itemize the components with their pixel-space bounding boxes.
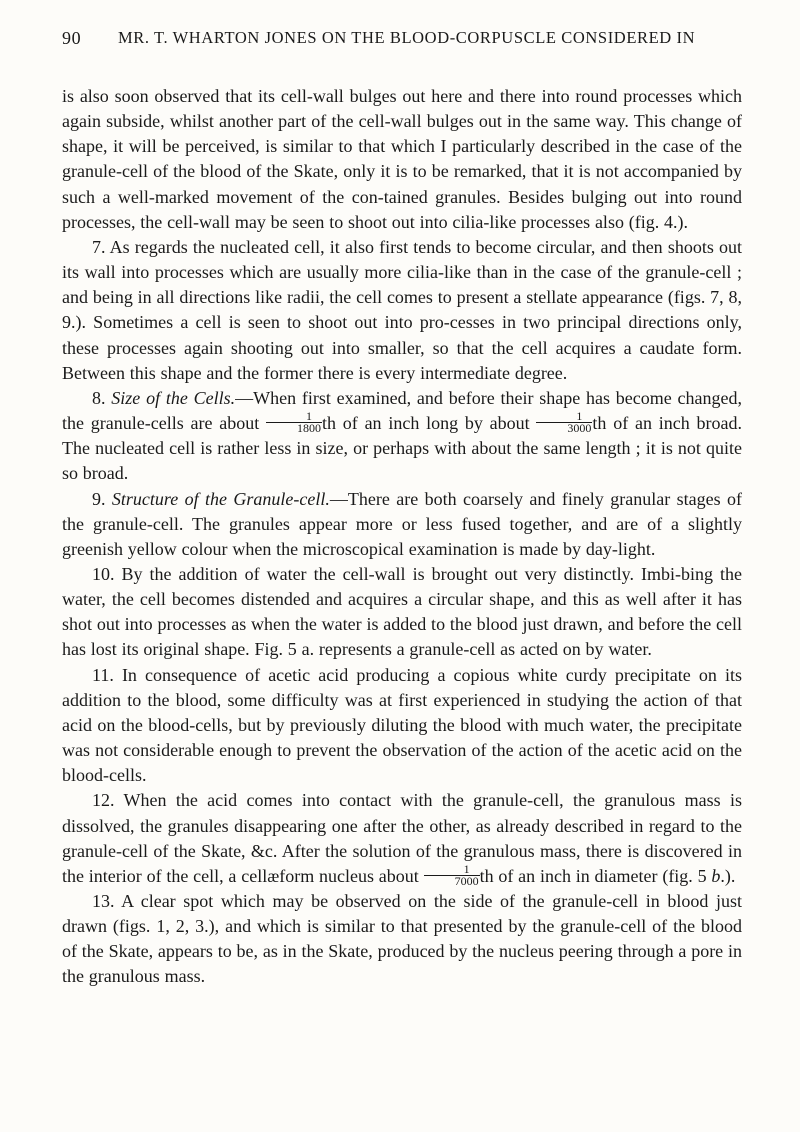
paragraph-8-text-2: th of an inch long by about <box>322 413 537 434</box>
paragraph-10: 10. By the addition of water the cell-wall is brought out very distinctly. Imbi-bing the water, the cell becomes distended and acquires a circular shape, and this as well after it has shot out into processes as when the water is added to the blood just drawn, and before the cell has lost its original shape. Fig. 5 a. represents a granule-cell as acted on by water. <box>62 563 742 660</box>
paragraph-9-number: 9. <box>92 488 106 509</box>
paragraph-12-text-2: th of an inch in diameter (fig. 5 <box>479 865 712 886</box>
paragraph-9-title: Structure of the Granule-cell. <box>111 488 330 509</box>
paragraph-13: 13. A clear spot which may be observed on the side of the granule-cell in blood just drawn (figs. 1, 2, 3.), and which is similar to that presented by the granule-cell of the blood of the Skate, appears to be, as in the Skate, produced by the nucleus peering through a pore in the granulous mass. <box>62 891 742 987</box>
page-number: 90 <box>62 28 82 48</box>
paragraph-8-text-3: th of an inch broad. The nucleated cell is rather less in size, or perhaps with about the same length ; it is not quite so broad. <box>62 413 742 484</box>
paragraph-12-text-1: 12. When the acid comes into contact with the granule-cell, the granulous mass is dissolved, the granules disappearing one after the other, as already described in regard to the granule-cell of the Skate, &c. After the solution of the granulous mass, there is discovered in the interior of the cell, a cellæform nucleus about <box>62 790 742 886</box>
paragraph-continued: is also soon observed that its cell-wall bulges out here and there into round processes which again subside, whilst another part of the cell-wall bulges out in the same way. This change of shape, it will be perceived, is similar to that which I particularly described in the case of the granule-cell of the blood of the Skate, only it is to be remarked, that it is not accompanied by such a well-marked movement of the con-tained granules. Besides bulging out into round processes, the cell-wall may be seen to shoot out into cilia-like processes also (fig. 4.). <box>62 86 742 232</box>
paragraph-8-text-1: —When first examined, and before their shape has become changed, the granule-cells are about <box>62 387 742 434</box>
paragraph-8-number: 8. <box>92 387 106 408</box>
paragraph-12-figure-letter: b <box>711 865 721 886</box>
paragraph-8 <box>62 386 742 487</box>
paragraph-9-text: —There are both coarsely and finely granular stages of the granule-cell. The granules appear more or less fused together, and are of a slightly greenish yellow colour when the microscopical examination is made by day-light. <box>62 488 742 559</box>
fraction-1-7000 <box>424 861 480 888</box>
fraction-denominator: 7000 <box>454 873 479 888</box>
paragraph-12 <box>62 788 742 889</box>
running-title: MR. T. WHARTON JONES ON THE BLOOD-CORPUSCLE CONSIDERED IN <box>118 28 696 47</box>
fraction-denominator: 3000 <box>567 421 592 436</box>
fraction-1-3000 <box>536 411 592 434</box>
body-text <box>62 84 742 990</box>
fraction-numerator: 1 <box>536 411 592 423</box>
fraction-1-1800 <box>266 411 322 434</box>
fraction-numerator: 1 <box>266 411 322 423</box>
running-header <box>62 28 742 58</box>
paragraph-11: 11. In consequence of acetic acid producing a copious white curdy precipitate on its addition to the blood, some difficulty was at first experienced in studying the action of that acid on the blood-cells, but by previously diluting the blood with much water, the precipitate was not considerable enough to prevent the observation of the action of the acetic acid on the blood-cells. <box>62 664 742 786</box>
fraction-numerator: 1 <box>424 864 480 876</box>
fraction-denominator: 1800 <box>297 421 322 436</box>
paragraph-7: 7. As regards the nucleated cell, it also first tends to become circular, and then shoots out its wall into processes which are usually more cilia-like than in the case of the granule-cell ; and being in all directions like radii, the cell comes to present a stellate appearance (figs. 7, 8, 9.). Sometimes a cell is seen to shoot out into pro-cesses in two principal directions only, these processes again shooting out into smaller, so that the cell acquires a caudate form. Between this shape and the former there is every intermediate degree. <box>62 236 742 383</box>
paragraph-9 <box>62 487 742 562</box>
paragraph-8-title: Size of the Cells. <box>111 387 236 408</box>
paragraph-12-text-3: .). <box>720 865 736 886</box>
